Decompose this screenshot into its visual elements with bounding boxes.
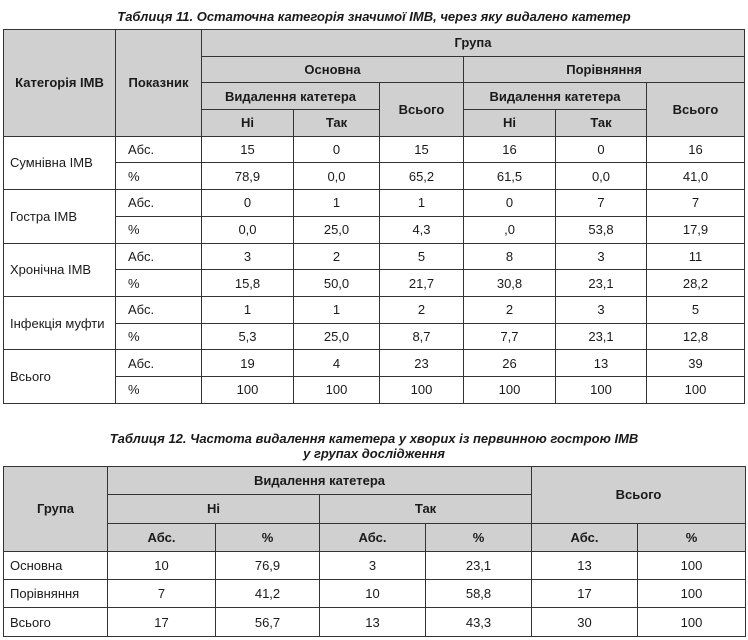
table-row — [4, 190, 745, 217]
row-pct-label: % — [116, 216, 202, 243]
cell: 11 — [647, 243, 745, 270]
cell: 7 — [108, 580, 216, 608]
header-no: Ні — [108, 495, 320, 523]
header-group: Група — [4, 467, 108, 552]
cell: 12,8 — [647, 323, 745, 350]
cell: 13 — [532, 551, 638, 579]
cell: 17 — [108, 608, 216, 636]
table-row — [4, 580, 746, 608]
header-yes-pct: % — [426, 523, 532, 551]
cell: 16 — [464, 136, 556, 163]
cell: 10 — [320, 580, 426, 608]
table-row — [4, 323, 745, 350]
header-comparison-group: Порівняння — [464, 56, 745, 83]
cell: 0,0 — [556, 163, 647, 190]
header-no-pct: % — [216, 523, 320, 551]
cell: 15,8 — [202, 270, 294, 297]
cell: 0 — [464, 190, 556, 217]
cell: 15 — [380, 136, 464, 163]
cell: 100 — [638, 580, 746, 608]
row-abs-label: Абс. — [116, 350, 202, 377]
row-pct-label: % — [116, 323, 202, 350]
cell: 100 — [202, 376, 294, 403]
table-row — [4, 136, 745, 163]
header-no-abs: Абс. — [108, 523, 216, 551]
header-indicator: Показник — [116, 30, 202, 137]
cell: 76,9 — [216, 551, 320, 579]
cell: 61,5 — [464, 163, 556, 190]
table-row — [4, 296, 745, 323]
cell: 1 — [380, 190, 464, 217]
cell: 3 — [556, 243, 647, 270]
cell: 56,7 — [216, 608, 320, 636]
table-12 — [3, 466, 746, 637]
table-row — [4, 350, 745, 377]
header-category: Категорія ІМВ — [4, 30, 116, 137]
cell: 78,9 — [202, 163, 294, 190]
header-comparison-yes: Так — [556, 110, 647, 137]
cell: 23,1 — [556, 270, 647, 297]
header-main-group: Основна — [202, 56, 464, 83]
cell: 23 — [380, 350, 464, 377]
header-yes-abs: Абс. — [320, 523, 426, 551]
cell: 5 — [647, 296, 745, 323]
cell: 19 — [202, 350, 294, 377]
header-main-yes: Так — [294, 110, 380, 137]
cell: 2 — [380, 296, 464, 323]
cell: 100 — [647, 376, 745, 403]
cell: 0 — [202, 190, 294, 217]
cell: 3 — [556, 296, 647, 323]
cell: 100 — [294, 376, 380, 403]
cell: 0 — [556, 136, 647, 163]
row-pct-label: % — [116, 163, 202, 190]
cell: 100 — [464, 376, 556, 403]
table-row — [4, 551, 746, 579]
cell: 0 — [294, 136, 380, 163]
row-category: Всього — [4, 350, 116, 403]
header-total-pct: % — [638, 523, 746, 551]
cell: 5 — [380, 243, 464, 270]
cell: 65,2 — [380, 163, 464, 190]
cell: 3 — [202, 243, 294, 270]
row-group: Порівняння — [4, 580, 108, 608]
cell: 100 — [380, 376, 464, 403]
table-row — [4, 270, 745, 297]
header-main-total: Всього — [380, 83, 464, 136]
row-group: Основна — [4, 551, 108, 579]
row-category: Хронічна ІМВ — [4, 243, 116, 296]
cell: 43,3 — [426, 608, 532, 636]
table-11 — [3, 29, 745, 404]
cell: 17,9 — [647, 216, 745, 243]
cell: 0,0 — [202, 216, 294, 243]
table-row — [4, 216, 745, 243]
cell: 23,1 — [426, 551, 532, 579]
cell: 2 — [464, 296, 556, 323]
cell: 10 — [108, 551, 216, 579]
header-comparison-total: Всього — [647, 83, 745, 136]
cell: 41,0 — [647, 163, 745, 190]
row-group: Всього — [4, 608, 108, 636]
cell: 2 — [294, 243, 380, 270]
row-category: Гостра ІМВ — [4, 190, 116, 243]
cell: 1 — [294, 190, 380, 217]
header-comparison-no: Ні — [464, 110, 556, 137]
cell: 30,8 — [464, 270, 556, 297]
cell: 25,0 — [294, 216, 380, 243]
table-12-caption-line1: Таблиця 12. Частота видалення катетера у хворих із первинною гострою ІМВ — [109, 431, 639, 446]
row-abs-label: Абс. — [116, 190, 202, 217]
cell: 1 — [294, 296, 380, 323]
table-row — [4, 163, 745, 190]
cell: 100 — [638, 608, 746, 636]
row-pct-label: % — [116, 270, 202, 297]
cell: 7 — [647, 190, 745, 217]
cell: 17 — [532, 580, 638, 608]
table-row — [4, 376, 745, 403]
cell: 21,7 — [380, 270, 464, 297]
header-yes: Так — [320, 495, 532, 523]
cell: 25,0 — [294, 323, 380, 350]
cell: 7,7 — [464, 323, 556, 350]
table-11-caption: Таблиця 11. Остаточна категорія значимої ІМВ, через яку видалено катетер — [117, 9, 631, 24]
header-main-catheter-removal: Видалення катетера — [202, 83, 380, 110]
row-category: Сумнівна ІМВ — [4, 136, 116, 189]
cell: 4 — [294, 350, 380, 377]
cell: 41,2 — [216, 580, 320, 608]
header-group: Група — [202, 30, 745, 57]
cell: 53,8 — [556, 216, 647, 243]
cell: 16 — [647, 136, 745, 163]
cell: 30 — [532, 608, 638, 636]
header-total: Всього — [532, 467, 746, 524]
cell: 1 — [202, 296, 294, 323]
cell: 58,8 — [426, 580, 532, 608]
row-category: Інфекція муфти — [4, 296, 116, 349]
cell: 50,0 — [294, 270, 380, 297]
cell: 23,1 — [556, 323, 647, 350]
table-row — [4, 608, 746, 636]
cell: 15 — [202, 136, 294, 163]
cell: 0,0 — [294, 163, 380, 190]
cell: 100 — [638, 551, 746, 579]
header-main-no: Ні — [202, 110, 294, 137]
header-catheter-removal: Видалення катетера — [108, 467, 532, 495]
header-total-abs: Абс. — [532, 523, 638, 551]
row-abs-label: Абс. — [116, 136, 202, 163]
cell: 8 — [464, 243, 556, 270]
cell: 39 — [647, 350, 745, 377]
cell: ,0 — [464, 216, 556, 243]
cell: 8,7 — [380, 323, 464, 350]
header-comparison-catheter-removal: Видалення катетера — [464, 83, 647, 110]
table-12-caption-line2: у групах дослідження — [303, 446, 445, 461]
row-abs-label: Абс. — [116, 243, 202, 270]
cell: 100 — [556, 376, 647, 403]
cell: 7 — [556, 190, 647, 217]
cell: 3 — [320, 551, 426, 579]
cell: 13 — [320, 608, 426, 636]
cell: 5,3 — [202, 323, 294, 350]
cell: 26 — [464, 350, 556, 377]
table-row — [4, 243, 745, 270]
cell: 4,3 — [380, 216, 464, 243]
cell: 13 — [556, 350, 647, 377]
row-abs-label: Абс. — [116, 296, 202, 323]
row-pct-label: % — [116, 376, 202, 403]
cell: 28,2 — [647, 270, 745, 297]
